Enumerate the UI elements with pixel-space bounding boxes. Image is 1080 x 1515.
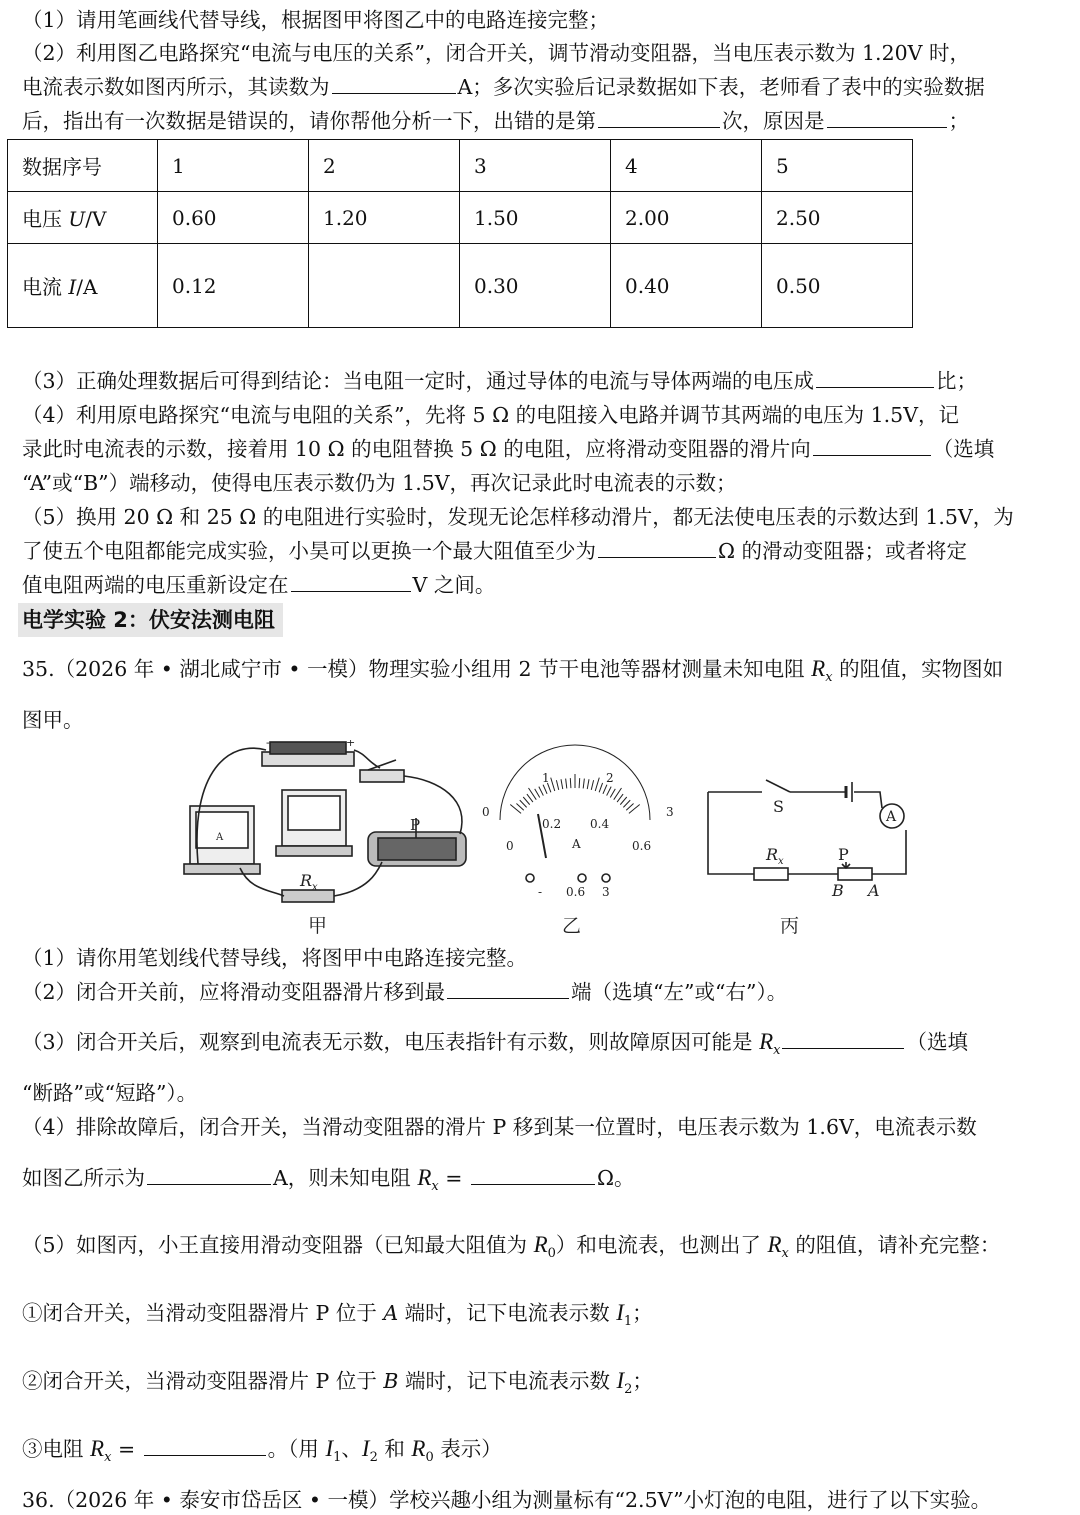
svg-text:Rx: $R_x$ — [300, 871, 318, 893]
q34-part3: （3）正确处理数据后可得到结论：当电阻一定时，通过导体的电流与导体两端的电压成 比； — [22, 369, 978, 393]
q35-step2: ②闭合开关，当滑动变阻器滑片 P 位于 B 端时，记下电流表示数 $I_2$； — [22, 1368, 653, 1398]
dial-tick — [599, 783, 602, 792]
q35-part4-line2: 如图乙所示为 A，则未知电阻 $R_x = \Omega$。 — [22, 1165, 635, 1195]
dial-tick — [566, 779, 567, 789]
answer-blank[interactable] — [598, 537, 716, 558]
dial-tick — [587, 779, 589, 789]
answer-blank[interactable] — [598, 107, 720, 128]
svg-text:0: 0 — [506, 839, 514, 853]
q34-part5-line1: （5）换用 20 Ω 和 25 Ω 的电阻进行实验时，发现无论怎样移动滑片，都无法使电压表的示数达到 1.5V，为 — [22, 505, 1014, 529]
svg-text:0.6: 0.6 — [566, 885, 586, 899]
table-cell: 数据序号 — [8, 140, 158, 192]
dial-tick — [579, 778, 580, 788]
svg-text:P: P — [410, 816, 421, 834]
dial-tick — [561, 779, 563, 789]
table-row — [8, 192, 913, 244]
table-cell[interactable] — [309, 244, 460, 328]
q35-part5: （5）如图丙，小王直接用滑动变阻器（已知最大阻值为 $R_0$）和电流表，也测出了 $R_x$ 的阻值，请补充完整： — [22, 1232, 1001, 1262]
answer-blank[interactable] — [144, 1435, 266, 1456]
table-cell: 2.00 — [611, 192, 762, 244]
table-cell: 0.40 — [611, 244, 762, 328]
section-heading: 电学实验 2：伏安法测电阻 — [18, 603, 283, 637]
q34-part2-line1: （2）利用图乙电路探究“电流与电压的关系”，闭合开关，调节滑动变阻器，当电压表示数为 1.20V 时， — [22, 41, 970, 65]
svg-text:乙: 乙 — [562, 915, 582, 937]
dial-tick — [570, 778, 571, 788]
svg-text:0: 0 — [482, 805, 490, 819]
q35-part4-line1: （4）排除故障后，闭合开关，当滑动变阻器的滑片 P 移到某一位置时，电压表示数为 1.6V，电流表示数 — [22, 1115, 977, 1139]
q35-stem-line1: 35.（2026 年 • 湖北咸宁市 • 一模）物理实验小组用 2 节干电池等器材测量未知电阻 $R_x$ 的阻值，实物图如 — [22, 656, 1004, 686]
dial-tick — [535, 789, 540, 798]
dial-tick — [617, 794, 623, 802]
table-cell: 1 — [158, 140, 309, 192]
svg-text:3: 3 — [666, 805, 674, 819]
svg-text:A: A — [572, 837, 581, 851]
dial-tick — [603, 785, 607, 794]
dial-tick — [551, 778, 555, 791]
table-row — [8, 244, 913, 328]
dial-tick — [539, 787, 544, 796]
dial-tick — [591, 780, 593, 790]
svg-text:0.2: 0.2 — [542, 817, 562, 831]
dial-tick — [583, 779, 584, 789]
svg-text:+: + — [346, 740, 356, 749]
dial-tick — [527, 794, 533, 802]
q35-step1: ①闭合开关，当滑动变阻器滑片 P 位于 A 端时，记下电流表示数 $I_1$； — [22, 1300, 653, 1330]
q35-part1: （1）请你用笔划线代替导线，将图甲中电路连接完整。 — [22, 946, 528, 970]
svg-text:A: A — [886, 809, 897, 825]
dial-tick — [626, 803, 633, 810]
table-cell: 4 — [611, 140, 762, 192]
svg-text:Rx: $R_x$ — [766, 845, 784, 867]
q34-part2-line3: 后，指出有一次数据是错误的，请你帮他分析一下，出错的是第 次，原因是 ； — [22, 109, 969, 133]
svg-text:0.6: 0.6 — [632, 839, 652, 853]
answer-blank[interactable] — [827, 107, 947, 128]
svg-text:P: P — [838, 845, 849, 864]
q35-step3: ③电阻 $R_x$ = 。（用 $I_1$、$I_2$ 和 $R_0$ 表示） — [22, 1436, 502, 1466]
svg-text:A: A — [868, 881, 880, 900]
svg-text:甲: 甲 — [308, 915, 328, 937]
answer-blank[interactable] — [782, 1028, 904, 1049]
answer-blank[interactable] — [471, 1164, 595, 1185]
svg-text:丙: 丙 — [780, 915, 800, 937]
svg-text:3: 3 — [602, 885, 610, 899]
q36-stem: 36.（2026 年 • 泰安市岱岳区 • 一模）学校兴趣小组为测量标有“2.5V”小灯泡的电阻，进行了以下实验。 — [22, 1488, 992, 1512]
table-cell: 1.50 — [460, 192, 611, 244]
table-cell: 电压 U/V — [8, 192, 158, 244]
dial-tick — [516, 803, 523, 810]
q34-part5-line2: 了使五个电阻都能完成实验，小昊可以更换一个最大阻值至少为 Ω 的滑动变阻器；或者将定 — [22, 539, 968, 563]
table-cell: 3 — [460, 140, 611, 192]
svg-text:-: - — [266, 740, 270, 749]
svg-text:S: S — [773, 797, 784, 816]
answer-blank[interactable] — [291, 571, 411, 592]
table-row — [8, 140, 913, 192]
dial-tick — [607, 787, 612, 796]
answer-blank[interactable] — [147, 1164, 271, 1185]
q35-stem-line2: 图甲。 — [22, 708, 84, 732]
q34-part5-line3: 值电阻两端的电压重新设定在 V 之间。 — [22, 573, 496, 597]
dial-tick — [523, 797, 529, 805]
q35-part2: （2）闭合开关前，应将滑动变阻器滑片移到最 端（选填“左”或“右”）。 — [22, 980, 788, 1004]
q35-part3-line2: “断路”或“短路”）。 — [22, 1081, 198, 1105]
svg-text:0.4: 0.4 — [590, 817, 610, 831]
dial-tick — [556, 780, 558, 790]
q34-part4-line1: （4）利用原电路探究“电流与电阻的关系”，先将 5 Ω 的电阻接入电路并调节其两端的电压为 1.5V，记 — [22, 403, 960, 427]
dial-tick — [595, 778, 599, 791]
svg-text:1: 1 — [542, 771, 550, 785]
answer-blank[interactable] — [332, 73, 456, 94]
table-cell: 0.50 — [762, 244, 913, 328]
table-cell: 0.12 — [158, 244, 309, 328]
table-cell: 2 — [309, 140, 460, 192]
schematic-figure — [708, 780, 906, 937]
dial-tick — [543, 785, 547, 794]
dial-tick — [610, 789, 615, 798]
answer-blank[interactable] — [447, 978, 569, 999]
table-cell: 0.60 — [158, 192, 309, 244]
q34-part1: （1）请用笔画线代替导线，根据图甲将图乙中的电路连接完整； — [22, 8, 610, 32]
dial-tick — [623, 800, 630, 807]
ammeter-dial-figure — [482, 745, 674, 937]
table-cell: 5 — [762, 140, 913, 192]
circuit-figures — [170, 740, 930, 940]
dial-tick — [620, 797, 626, 805]
svg-text:-: - — [538, 885, 543, 899]
dial-tick — [520, 800, 527, 807]
q34-part4-line3: “A”或“B”）端移动，使得电压表示数仍为 1.5V，再次记录此时电流表的示数； — [22, 471, 737, 495]
table-cell: 电流 I/A — [8, 244, 158, 328]
table-cell: 0.30 — [460, 244, 611, 328]
answer-blank[interactable] — [816, 367, 934, 388]
table-cell: 2.50 — [762, 192, 913, 244]
answer-blank[interactable] — [813, 435, 931, 456]
svg-text:A: A — [216, 832, 224, 843]
svg-text:2: 2 — [606, 771, 614, 785]
svg-text:B: B — [832, 881, 844, 900]
data-table — [7, 139, 913, 328]
q35-part3-line1: （3）闭合开关后，观察到电流表无示数，电压表指针有示数，则故障原因可能是 $R_x$ （选填 — [22, 1029, 968, 1059]
apparatus-figure — [184, 740, 466, 937]
q34-part4-line2: 录此时电流表的示数，接着用 10 Ω 的电阻替换 5 Ω 的电阻，应将滑动变阻器的滑片向 （选填 — [22, 437, 995, 461]
q34-part2-line2: 电流表示数如图丙所示，其读数为 A；多次实验后记录数据如下表，老师看了表中的实验数据 — [22, 75, 985, 99]
table-cell: 1.20 — [309, 192, 460, 244]
